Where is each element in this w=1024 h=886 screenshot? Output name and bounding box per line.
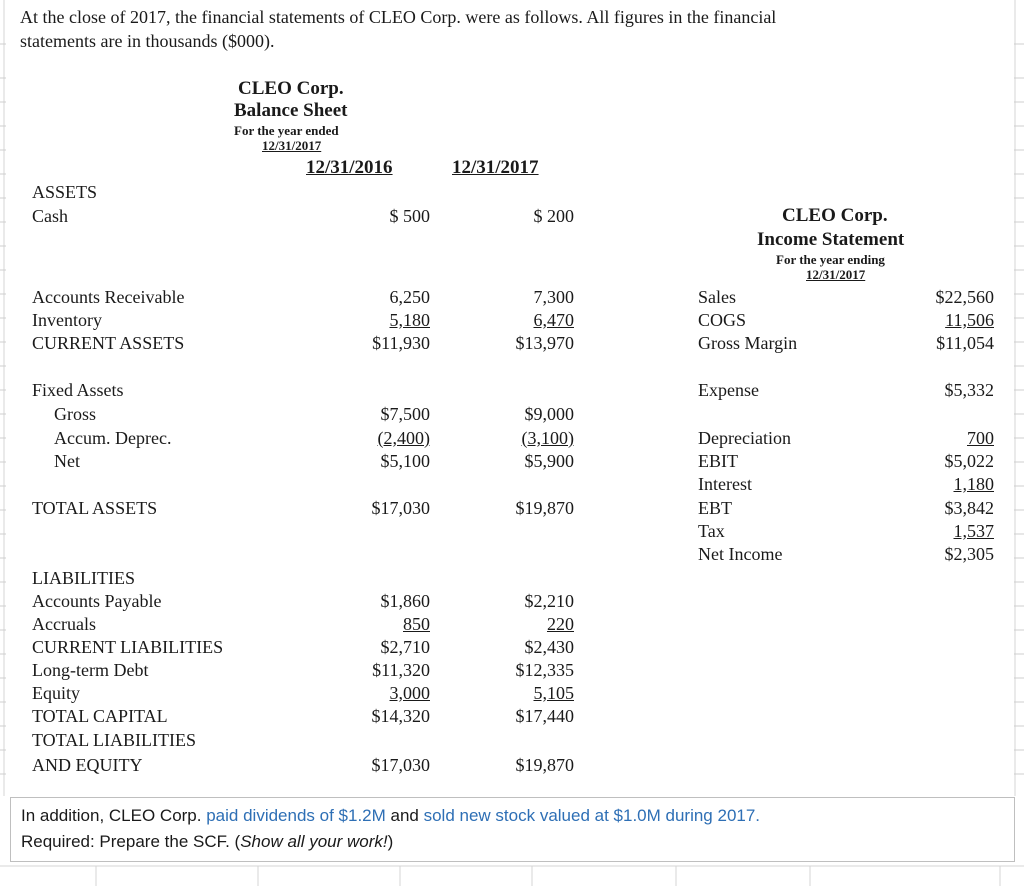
bs-label: LIABILITIES — [32, 568, 135, 588]
is-label: Interest — [698, 474, 752, 494]
bs-label: CURRENT LIABILITIES — [32, 637, 224, 657]
is-value: 11,506 — [945, 310, 994, 330]
bs-value-2017: $17,440 — [515, 706, 574, 726]
bs-value-2017: $9,000 — [524, 404, 574, 424]
is-value: $5,022 — [944, 451, 994, 471]
bs-value-2016: $14,320 — [371, 706, 430, 726]
bs-value-2016: $11,930 — [372, 333, 430, 353]
bs-value-2017: $19,870 — [515, 498, 574, 518]
bs-label: Equity — [32, 683, 80, 703]
bs-label: Accounts Payable — [32, 591, 162, 611]
bs-value-2016: 850 — [403, 614, 430, 634]
income-statement-company: CLEO Corp. — [782, 205, 888, 226]
bs-value-2017: $12,335 — [515, 660, 574, 680]
is-label: Depreciation — [698, 428, 791, 448]
bs-value-2016: $7,500 — [380, 404, 430, 424]
bs-value-2017: $2,210 — [524, 591, 574, 611]
bs-label: Accounts Receivable — [32, 287, 185, 307]
is-label: Sales — [698, 287, 736, 307]
bs-value-2016: 3,000 — [389, 683, 430, 703]
note-text: In addition, CLEO Corp. — [21, 806, 207, 825]
note-text: and — [385, 806, 424, 825]
bs-label: AND EQUITY — [32, 755, 143, 775]
is-label: EBT — [698, 498, 732, 518]
bs-value-2016: 6,250 — [389, 287, 430, 307]
income-statement-date: 12/31/2017 — [806, 267, 866, 282]
bs-value-2017: $ 200 — [533, 206, 574, 226]
bs-value-2016: $2,710 — [380, 637, 430, 657]
bs-value-2017: $19,870 — [515, 755, 574, 775]
note-dividends: paid dividends of $1.2M — [206, 806, 386, 825]
balance-sheet-title: Balance Sheet — [234, 100, 348, 121]
bs-value-2016: $11,320 — [372, 660, 430, 680]
bs-value-2017: 7,300 — [533, 287, 574, 307]
balance-sheet-date: 12/31/2017 — [262, 138, 322, 153]
bs-label: Inventory — [32, 310, 102, 330]
note-line-2 — [21, 832, 393, 852]
note-box — [10, 797, 1015, 862]
bs-label: TOTAL LIABILITIES — [32, 730, 197, 750]
note-line-1 — [21, 806, 760, 826]
bs-value-2016: $ 500 — [389, 206, 430, 226]
bs-label: Fixed Assets — [32, 380, 124, 400]
bs-label: Accruals — [32, 614, 96, 634]
bs-label: ASSETS — [32, 182, 98, 202]
is-value: 1,537 — [953, 521, 994, 541]
bs-value-2017: $2,430 — [524, 637, 574, 657]
note-emphasis: Show all your work! — [240, 832, 388, 851]
is-value: $3,842 — [944, 498, 994, 518]
bs-value-2016: $1,860 — [380, 591, 430, 611]
balance-sheet-subtitle: For the year ended — [234, 123, 339, 138]
income-statement-title: Income Statement — [757, 229, 905, 250]
is-label: EBIT — [698, 451, 738, 471]
bs-label: Cash — [32, 206, 68, 226]
intro-line-1: At the close of 2017, the financial statements of CLEO Corp. were as follows. All figures in the financial — [20, 7, 777, 27]
bs-value-2017: $5,900 — [524, 451, 574, 471]
note-stock-sale: sold new stock valued at $1.0M during 2017. — [423, 806, 761, 825]
bs-value-2016: $5,100 — [380, 451, 430, 471]
is-value: 1,180 — [953, 474, 994, 494]
bs-label: TOTAL ASSETS — [32, 498, 158, 518]
intro-line-2: statements are in thousands ($000). — [20, 31, 275, 51]
is-label: Gross Margin — [698, 333, 798, 353]
bs-value-2017: (3,100) — [521, 428, 574, 448]
bs-value-2017: 6,470 — [533, 310, 574, 330]
income-statement-subtitle: For the year ending — [776, 252, 885, 267]
is-value: $11,054 — [936, 333, 994, 353]
bs-value-2017: $13,970 — [515, 333, 574, 353]
bs-label: CURRENT ASSETS — [32, 333, 185, 353]
is-label: COGS — [698, 310, 747, 330]
bs-label: Accum. Deprec. — [54, 428, 172, 448]
note-text: ) — [387, 832, 394, 851]
bs-value-2016: $17,030 — [371, 755, 430, 775]
bs-label: Long-term Debt — [32, 660, 149, 680]
is-value: 700 — [967, 428, 994, 448]
column-header-2017: 12/31/2017 — [452, 157, 539, 178]
is-label: Expense — [698, 380, 759, 400]
balance-sheet-company: CLEO Corp. — [238, 78, 344, 99]
bs-label: Gross — [54, 404, 97, 424]
bs-label: TOTAL CAPITAL — [32, 706, 168, 726]
column-header-2016: 12/31/2016 — [306, 157, 393, 178]
is-value: $2,305 — [944, 544, 994, 564]
bs-value-2017: 5,105 — [533, 683, 574, 703]
note-text: Required: Prepare the SCF. ( — [21, 832, 241, 851]
is-label: Tax — [698, 521, 725, 541]
is-label: Net Income — [698, 544, 783, 564]
bs-value-2016: 5,180 — [389, 310, 430, 330]
is-value: $5,332 — [944, 380, 994, 400]
is-value: $22,560 — [935, 287, 994, 307]
bs-label: Net — [54, 451, 80, 471]
bs-value-2016: (2,400) — [377, 428, 430, 448]
bs-value-2017: 220 — [547, 614, 574, 634]
bs-value-2016: $17,030 — [371, 498, 430, 518]
